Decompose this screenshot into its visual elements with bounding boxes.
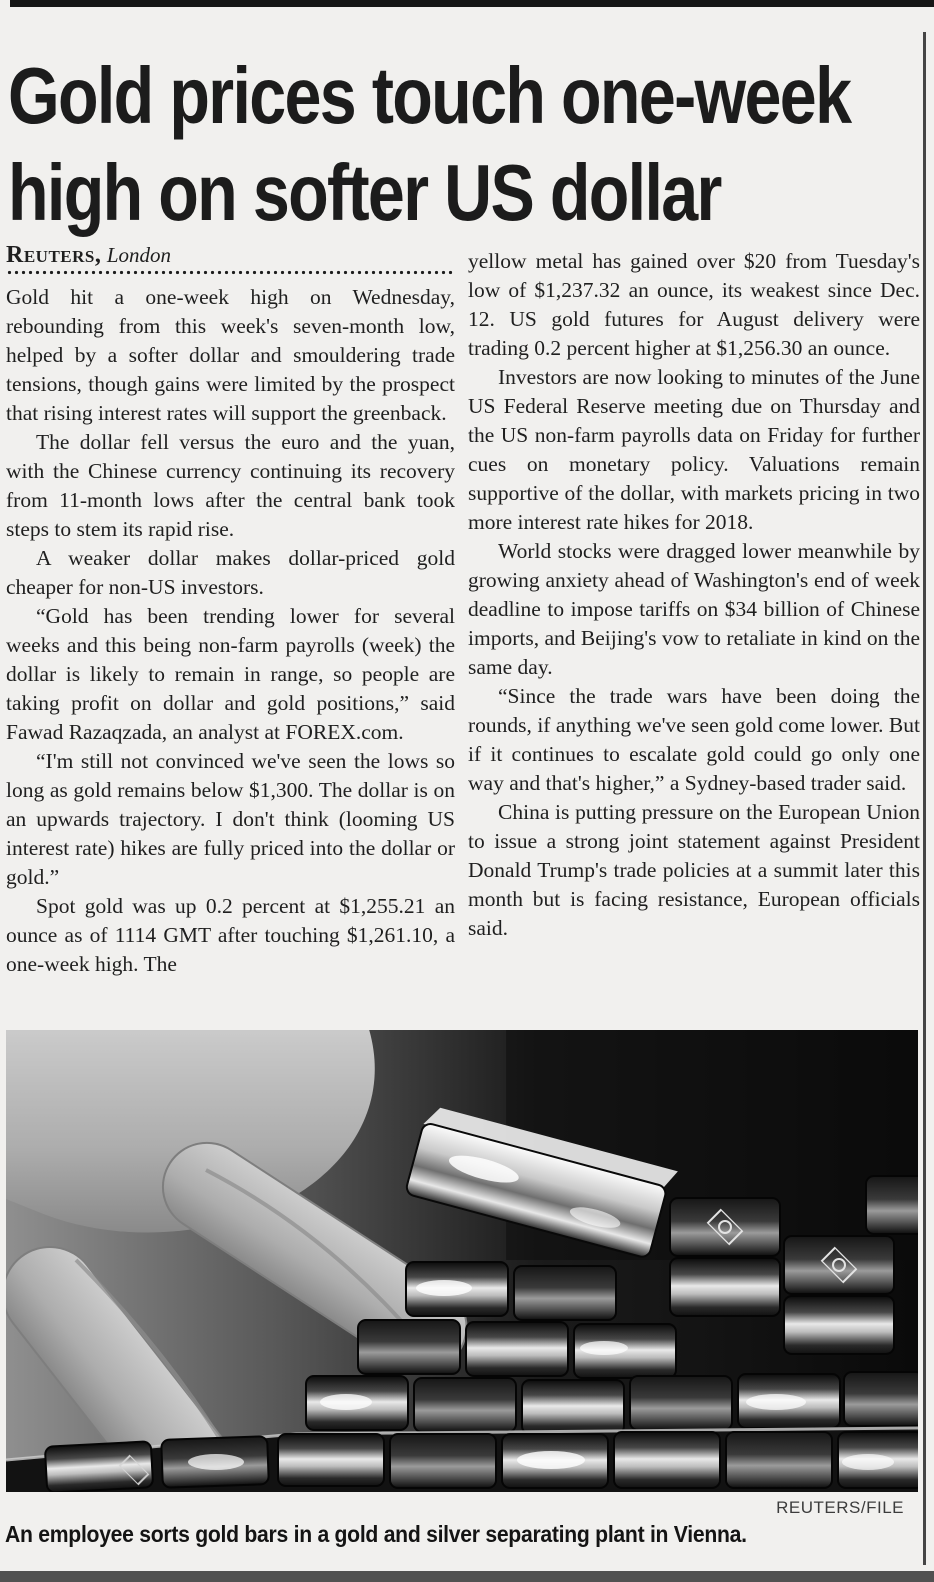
article-paragraph: China is putting pressure on the European Union to issue a strong joint statement against President Donald Trump's trade policies at a summit later this month but is facing resistance, European officials said. — [468, 800, 920, 940]
photo-caption: An employee sorts gold bars in a gold and silver separating plant in Vienna. — [5, 1521, 747, 1547]
article-body-right — [468, 247, 920, 943]
article-paragraph: “Since the trade wars have been doing the rounds, if anything we've seen gold come lower. But if it continues to escalate gold could go only one way and that's higher,” a Sydney-based trader said. — [468, 684, 920, 795]
article-column-right — [468, 247, 920, 943]
article-paragraph: Gold hit a one-week high on Wednesday, rebounding from this week's seven-month low, helped by a softer dollar and smouldering trade tensions, though gains were limited by the prospect that rising interest rates will support the greenback. — [6, 285, 455, 425]
article-paragraph: yellow metal has gained over $20 from Tuesday's low of $1,237.32 an ounce, its weakest since Dec. 12. US gold futures for August delivery were trading 0.2 percent higher at $1,256.30 an ounce. — [468, 249, 920, 360]
column-separator-rule — [923, 32, 926, 1565]
article-paragraph: A weaker dollar makes dollar-priced gold cheaper for non-US investors. — [6, 546, 455, 599]
article-paragraph: “I'm still not convinced we've seen the lows so long as gold remains below $1,300. The dollar is on an upwards trajectory. I don't think (looming US interest rate) hikes are fully priced into the dollar or gold.” — [6, 749, 455, 889]
byline — [6, 240, 455, 270]
byline-agency: Reuters, — [6, 242, 102, 268]
photo-credit: REUTERS/FILE — [776, 1498, 904, 1517]
byline-location: London — [106, 243, 172, 267]
headline-line-1: Gold prices touch one-week — [8, 51, 851, 141]
gold-bars-photo-illustration — [6, 1030, 918, 1492]
article-paragraph: Investors are now looking to minutes of the June US Federal Reserve meeting due on Thursday and the US non-farm payrolls data on Friday for further cues on monetary policy. Valuations remain supportive of the dollar, with markets pricing in two more interest rate hikes for 2018. — [468, 365, 920, 534]
bottom-rule — [0, 1571, 934, 1582]
article-paragraph: The dollar fell versus the euro and the yuan, with the Chinese currency continuing its recovery from 11-month lows after the central bank took steps to stem its rapid rise. — [6, 430, 455, 541]
article-column-left — [6, 240, 455, 979]
headline-line-2: high on softer US dollar — [8, 148, 721, 238]
dotted-divider — [6, 270, 455, 275]
article-paragraph: World stocks were dragged lower meanwhile by growing anxiety ahead of Washington's end of week deadline to impose tariffs on $34 billion of Chinese imports, and Beijing's vow to retaliate in kind on the same day. — [468, 539, 920, 679]
article-paragraph: Spot gold was up 0.2 percent at $1,255.21 an ounce as of 1114 GMT after touching $1,261.10, a one-week high. The — [6, 894, 455, 976]
article-paragraph: “Gold has been trending lower for several weeks and this being non-farm payrolls (week) the dollar is likely to remain in range, so people are taking profit on dollar and gold positions,” said Fawad Razaqzada, an analyst at FOREX.com. — [6, 604, 455, 744]
article-headline — [8, 47, 928, 241]
top-rule — [10, 0, 934, 7]
article-photo — [6, 1030, 918, 1492]
article-body-left — [6, 283, 455, 979]
